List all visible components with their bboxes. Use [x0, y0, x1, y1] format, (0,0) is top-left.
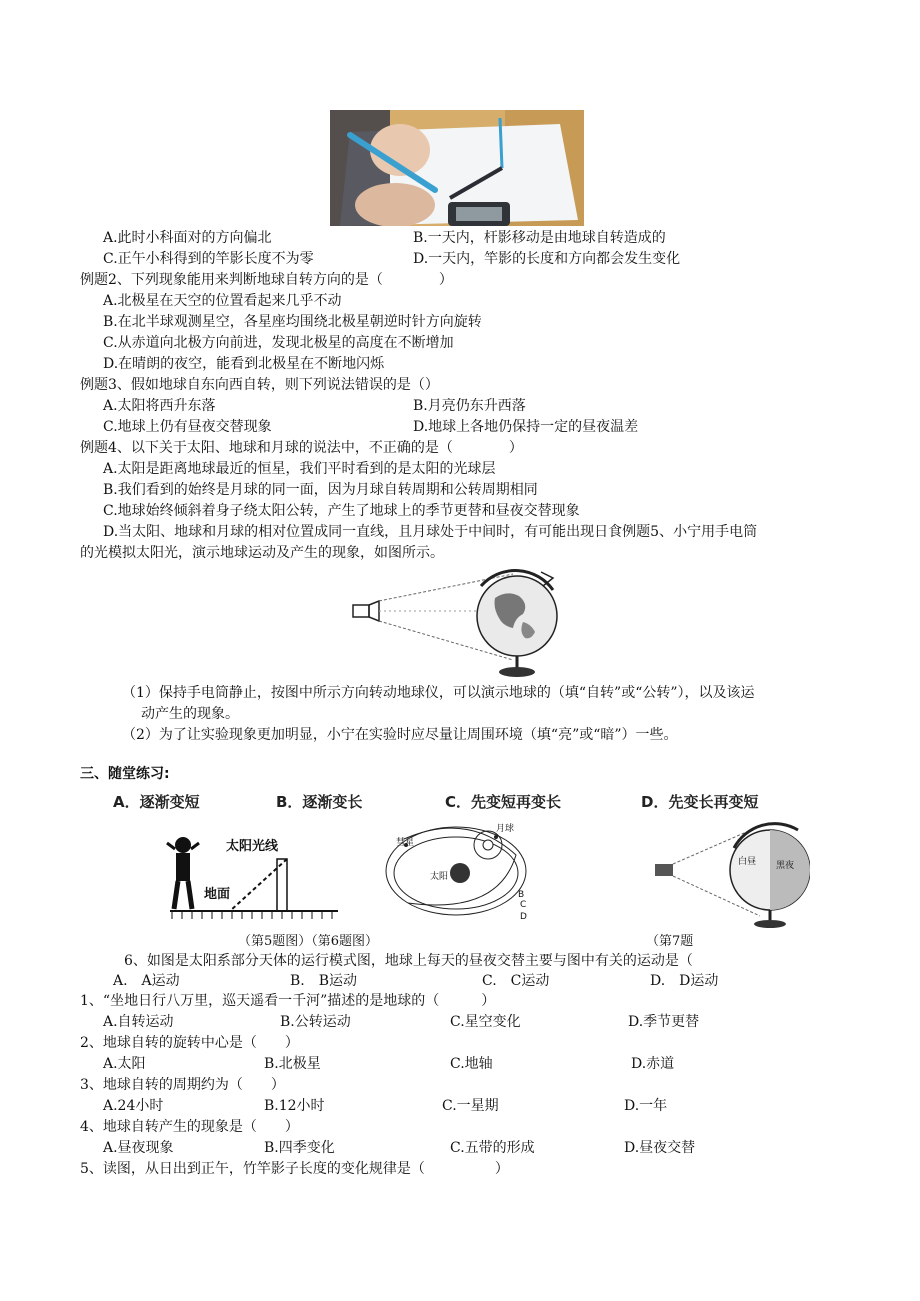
ex5-part1-line1: （1）保持手电筒静止，按图中所示方向转动地球仪，可以演示地球的（填“自转”或“公转”），以及该运 — [122, 685, 755, 701]
ex3-option-c: C.地球上仍有昼夜交替现象 — [103, 419, 272, 435]
p1-option-b: B.公转运动 — [280, 1014, 351, 1030]
fig7-label-day: 白昼 — [738, 857, 757, 867]
caption-fig5-fig6: （第5题图）（第6题图） — [238, 934, 379, 949]
p3-option-b: B.12小时 — [264, 1098, 325, 1114]
p2-option-a: A.太阳 — [103, 1056, 146, 1072]
p1-option-a: A.自转运动 — [103, 1014, 174, 1030]
figure-caption-c: C．先变短再变长 — [445, 793, 562, 811]
fig6-label-b: B — [518, 890, 525, 900]
ex3-option-b: B.月亮仍东升西落 — [413, 398, 526, 414]
pole-shadow-figure — [150, 815, 340, 927]
globe-day-night-figure — [650, 812, 810, 930]
flashlight-globe-figure — [345, 560, 570, 678]
fig6-label-c: C — [520, 900, 527, 910]
fig5-label-ground: 地面 — [204, 887, 231, 902]
p5-stem: 5、读图，从日出到正午，竹竿影子长度的变化规律是（ ） — [80, 1161, 509, 1177]
p2-option-c: C.地轴 — [450, 1056, 493, 1072]
ex4-option-c: C.地球始终倾斜着身子绕太阳公转，产生了地球上的季节更替和昼夜交替现象 — [103, 503, 580, 519]
ex3-option-d: D.地球上各地仍保持一定的昼夜温差 — [413, 419, 639, 435]
ex4-option-d-line2: 的光模拟太阳光，演示地球运动及产生的现象，如图所示。 — [80, 545, 444, 561]
p3-option-c: C.一星期 — [442, 1098, 499, 1114]
p3-stem: 3、地球自转的周期约为（ ） — [80, 1077, 285, 1093]
q1-option-c: C.正午小科得到的竿影长度不为零 — [103, 251, 314, 267]
ex2-option-b: B.在北半球观测星空，各星座均围绕北极星朝逆时针方向旋转 — [103, 314, 482, 330]
ex5-part1-line2: 动产生的现象。 — [141, 706, 239, 722]
caption-fig7: （第7题 — [646, 934, 694, 949]
q6-option-c: C. C运动 — [482, 973, 550, 989]
p2-option-d: D.赤道 — [631, 1056, 675, 1072]
ex3-option-a: A.太阳将西升东落 — [103, 398, 216, 414]
fig6-label-d: D — [520, 912, 527, 922]
ex2-stem: 例题2、下列现象能用来判断地球自转方向的是（ ） — [80, 272, 453, 288]
ex2-option-a: A.北极星在天空的位置看起来几乎不动 — [103, 293, 342, 309]
p4-option-b: B.四季变化 — [264, 1140, 335, 1156]
p4-option-c: C.五带的形成 — [450, 1140, 535, 1156]
p4-option-d: D.昼夜交替 — [624, 1140, 696, 1156]
p1-option-c: C.星空变化 — [450, 1014, 521, 1030]
ex4-stem: 例题4、以下关于太阳、地球和月球的说法中，不正确的是（ ） — [80, 440, 523, 456]
p4-stem: 4、地球自转产生的现象是（ ） — [80, 1119, 299, 1135]
fig6-label-comet: 彗星 — [396, 838, 415, 848]
p3-option-d: D.一年 — [624, 1098, 668, 1114]
p3-option-a: A.24小时 — [103, 1098, 164, 1114]
fig5-label-sunlight: 太阳光线 — [226, 839, 279, 854]
q6-option-b: B. B运动 — [290, 973, 358, 989]
ex2-option-c: C.从赤道向北极方向前进，发现北极星的高度在不断增加 — [103, 335, 454, 351]
ex4-option-b: B.我们看到的始终是月球的同一面，因为月球自转周期和公转周期相同 — [103, 482, 538, 498]
p2-stem: 2、地球自转的旋转中心是（ ） — [80, 1035, 299, 1051]
ex5-part2: （2）为了让实验现象更加明显，小宁在实验时应尽量让周围环境（填“亮”或“暗”）一些。 — [122, 727, 678, 743]
p2-option-b: B.北极星 — [264, 1056, 321, 1072]
p1-stem: 1、“坐地日行八万里，巡天遥看一千河”描述的是地球的（ ） — [80, 993, 496, 1009]
q1-option-b: B.一天内，杆影移动是由地球自转造成的 — [413, 230, 666, 246]
q6-option-a: A. A运动 — [113, 973, 180, 989]
ex4-option-a: A.太阳是距离地球最近的恒星，我们平时看到的是太阳的光球层 — [103, 461, 496, 477]
fig7-label-night: 黑夜 — [776, 861, 795, 871]
ex2-option-d: D.在晴朗的夜空，能看到北极星在不断地闪烁 — [103, 356, 385, 372]
q1-option-a: A.此时小科面对的方向偏北 — [103, 230, 272, 246]
q6-option-d: D. D运动 — [650, 973, 719, 989]
ex4-option-d-line1: D.当太阳、地球和月球的相对位置成同一直线，且月球处于中间时，有可能出现日食例题5、小宁用手电筒 — [103, 524, 758, 540]
fig6-label-moon: 月球 — [496, 824, 515, 834]
solar-system-figure — [378, 815, 533, 925]
figure-caption-a: A．逐渐变短 — [113, 793, 200, 811]
q1-option-d: D.一天内，竿影的长度和方向都会发生变化 — [413, 251, 681, 267]
figure-caption-b: B．逐渐变长 — [276, 793, 363, 811]
p4-option-a: A.昼夜现象 — [103, 1140, 174, 1156]
fig6-label-sun: 太阳 — [430, 872, 449, 882]
figure-caption-d: D．先变长再变短 — [641, 793, 759, 811]
pen-shadow-photo — [330, 110, 584, 226]
p1-option-d: D.季节更替 — [628, 1014, 700, 1030]
ex3-stem: 例题3、假如地球自东向西自转，则下列说法错误的是（） — [80, 377, 439, 393]
q6-stem: 6、如图是太阳系部分天体的运行模式图，地球上每天的昼夜交替主要与图中有关的运动是（ — [124, 953, 693, 969]
section-3-title: 三、随堂练习: — [80, 766, 170, 782]
